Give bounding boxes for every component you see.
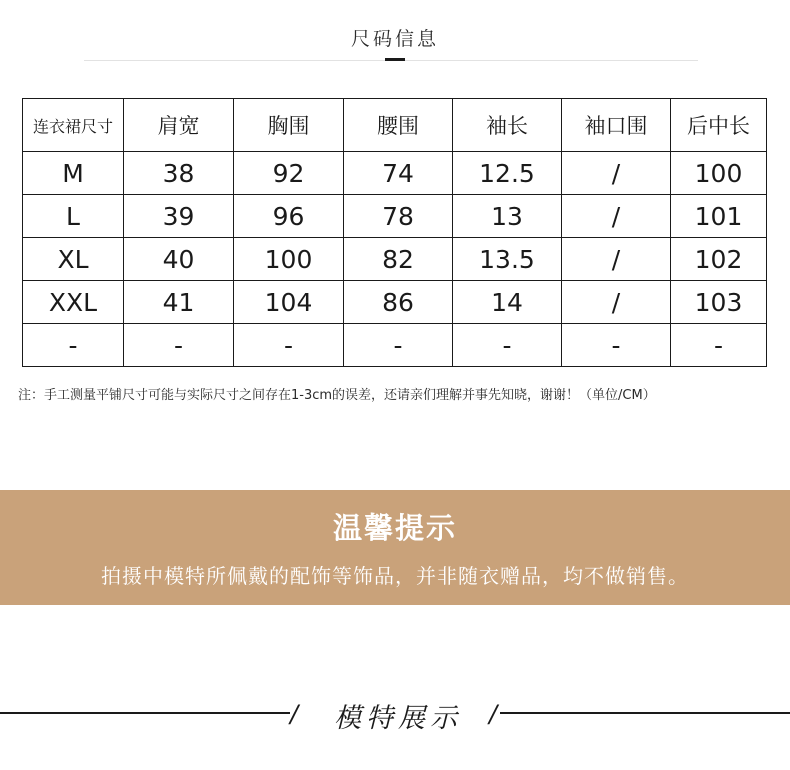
table-cell: 14 [453,281,562,324]
table-cell: M [23,152,124,195]
table-cell: 38 [124,152,234,195]
table-cell: 41 [124,281,234,324]
table-cell: 82 [344,238,453,281]
table-cell: / [562,281,671,324]
size-info-title: 尺码信息 [350,28,439,50]
table-cell: 92 [234,152,344,195]
table-row [23,281,767,324]
table-cell: - [234,324,344,367]
table-cell: 13 [453,195,562,238]
model-divider-right [500,712,790,714]
table-cell: / [562,238,671,281]
table-cell: 39 [124,195,234,238]
table-cell: XXL [23,281,124,324]
header-cell: 腰围 [344,99,453,152]
table-row [23,152,767,195]
table-row [23,238,767,281]
table-cell: - [562,324,671,367]
warm-tip-title: 温馨提示 [332,511,457,545]
header-cell: 肩宽 [124,99,234,152]
table-row [23,324,767,367]
table-cell: / [562,195,671,238]
header-cell: 袖长 [453,99,562,152]
model-section-title: 模特展示 [334,703,462,734]
table-cell: - [124,324,234,367]
measurement-note: 注：手工测量平铺尺寸可能与实际尺寸之间存在1-3cm的误差，还请亲们理解并事先知晓，谢谢！（单位/CM） [18,388,656,403]
table-cell: 74 [344,152,453,195]
table-cell: - [23,324,124,367]
table-cell: 101 [671,195,767,238]
table-row [23,195,767,238]
model-slash-right: / [489,700,498,728]
table-cell: XL [23,238,124,281]
title-accent-mark [385,58,405,61]
table-cell: 103 [671,281,767,324]
header-cell: 后中长 [671,99,767,152]
table-cell: L [23,195,124,238]
table-cell: 96 [234,195,344,238]
header-cell: 胸围 [234,99,344,152]
table-cell: 86 [344,281,453,324]
table-cell: 100 [671,152,767,195]
table-cell: - [453,324,562,367]
header-cell: 连衣裙尺寸 [23,99,124,152]
header-cell: 袖口围 [562,99,671,152]
table-cell: - [671,324,767,367]
model-slash-left: / [290,700,299,728]
table-cell: 13.5 [453,238,562,281]
table-cell: 102 [671,238,767,281]
warm-tip-text: 拍摄中模特所佩戴的配饰等饰品，并非随衣赠品，均不做销售。 [101,564,689,588]
table-cell: / [562,152,671,195]
model-divider-left [0,712,290,714]
table-cell: 12.5 [453,152,562,195]
table-cell: 40 [124,238,234,281]
size-table [22,98,767,367]
warm-tip-banner [0,490,790,605]
table-header-row [23,99,767,152]
table-cell: 100 [234,238,344,281]
table-cell: 78 [344,195,453,238]
table-cell: 104 [234,281,344,324]
table-cell: - [344,324,453,367]
